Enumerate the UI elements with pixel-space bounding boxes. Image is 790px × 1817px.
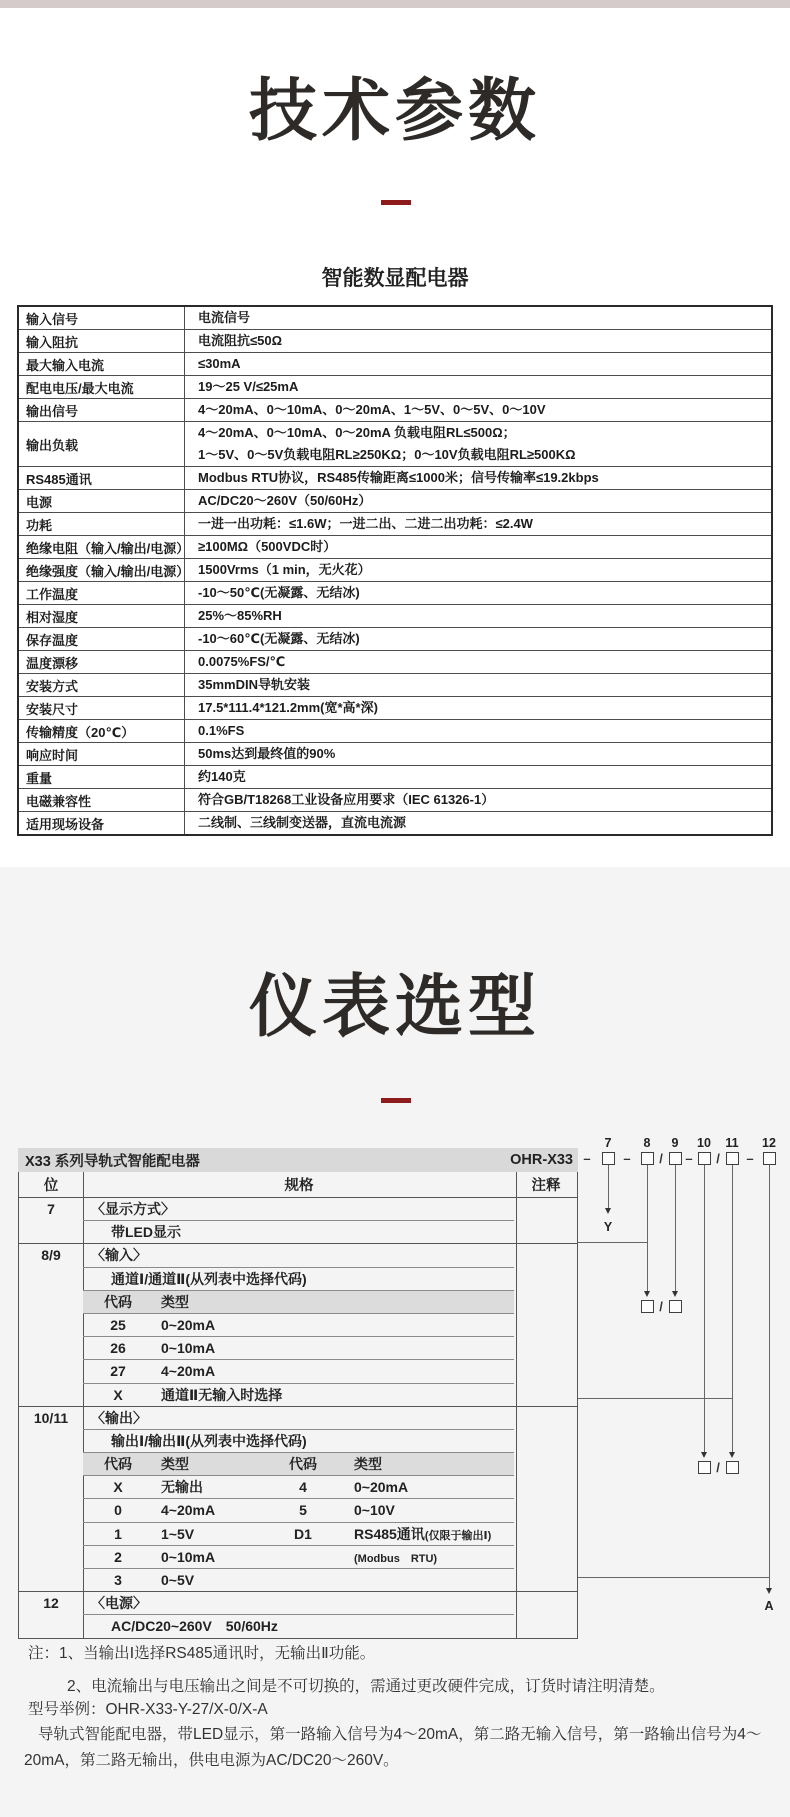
type-value: 0~10V [354,1502,395,1519]
spec-cell-line: 带LED显示 [111,1224,181,1241]
spec-value [185,513,771,535]
selection-section [19,1197,577,1243]
digit-box [698,1461,711,1474]
arrow-down-icon [766,1588,772,1594]
spec-value-line: 电流信号 [198,310,251,325]
selection-section [19,1243,577,1405]
leader-line [704,1165,705,1452]
spec-row [19,811,771,834]
top-color-strip [0,0,790,8]
digit-box [726,1152,739,1165]
type-value: 4~20mA [161,1363,216,1380]
spec-label: 最大输入电流 [19,353,185,375]
spec-row [19,696,771,719]
spec-value-line: 1500Vrms（1 min，无火花） [198,562,371,577]
spec-value [185,536,771,558]
position-cell: 8/9 [41,1247,61,1264]
spec-value-line: 1～5V、0～5V负载电阻RL≥250KΩ；0～10V负载电阻RL≥500KΩ [198,447,576,462]
spec-value-line: 19～25 V/≤25mA [198,379,299,394]
footnote-2: 2、电流输出与电压输出之间是不可切换的，需通过更改硬件完成，订货时请注明清楚。 [67,1678,665,1695]
digit-box [726,1461,739,1474]
spec-label: 输入阻抗 [19,330,185,352]
digit-box [669,1300,682,1313]
type-col-header: 类型 [161,1293,189,1310]
leader-line [608,1165,609,1208]
position-cell: 10/11 [33,1409,69,1426]
spec-value-line: ≤30mA [198,356,241,371]
tech-spec-table [17,305,773,836]
branch-label-power: A [764,1599,774,1613]
spec-value [185,605,771,627]
model-selection-table [18,1148,578,1639]
spec-row [19,466,771,489]
digit-box [698,1152,711,1165]
spec-row [19,604,771,627]
spec-row [19,398,771,421]
spec-cell-line [83,1360,514,1383]
digit-box [763,1152,776,1165]
spec-value-line: 0.0075%FS/℃ [198,654,286,669]
type-value-note: (Modbus RTU) [354,1552,438,1565]
spec-cell-line: 输出Ⅰ/输出Ⅱ(从列表中选择代码) [83,1430,514,1453]
series-label: X33 系列导轨式智能配电器 [25,1153,200,1170]
arrow-down-icon [729,1452,735,1458]
type-value: 1~5V [161,1525,195,1542]
spec-value [185,353,771,375]
code-separator: / [659,1151,663,1166]
type-value [338,1546,437,1568]
digit-box [641,1152,654,1165]
footnote-1: 注：1、当输出Ⅰ选择RS485通讯时，无输出Ⅱ功能。 [28,1645,376,1662]
spec-value-line: ≥100MΩ（500VDC时） [198,539,337,554]
spec-value [185,628,771,650]
spec-value [185,789,771,811]
spec-label: 重量 [19,766,185,788]
code-value: 1 [114,1525,122,1542]
spec-value [185,376,771,398]
type-value: RS485通讯(仅限于输出Ⅰ) [354,1525,492,1542]
pair-slash: / [659,1299,663,1314]
position-number: 12 [762,1136,776,1150]
spec-label: RS485通讯 [19,467,185,489]
code-value: 25 [110,1316,126,1333]
leader-line [647,1165,648,1291]
spec-row [19,512,771,535]
spec-cell-line [83,1453,514,1476]
code-value: 26 [110,1340,126,1357]
code-separator: – [583,1151,591,1166]
spec-value-line: 电流阻抗≤50Ω [198,333,283,348]
spec-row [19,719,771,742]
spec-value-line: 17.5*111.4*121.2mm(宽*高*深) [198,700,378,715]
position-cell: 12 [43,1595,59,1612]
spec-cell-line [83,1546,514,1569]
code-col-header: 代码 [289,1456,317,1473]
spec-row [19,558,771,581]
code-value: D1 [294,1525,312,1542]
position-number: 7 [604,1136,612,1150]
spec-label: 绝缘电阻（输入/输出/电源） [19,536,185,558]
leader-line [675,1165,676,1291]
spec-row [19,352,771,375]
selection-table-header-bar [18,1148,578,1172]
model-example: 型号举例：OHR-X33-Y-27/X-0/X-A [28,1701,268,1718]
spec-value-line: 50ms达到最终值的90% [198,746,336,761]
selection-table-body [18,1172,578,1639]
code-value [268,1546,338,1568]
spec-value-line: 二线制、三线制变送器，直流电流源 [198,815,407,830]
code-value: 4 [299,1479,307,1496]
spec-label: 输出负载 [19,422,185,466]
position-number: 10 [697,1136,711,1150]
spec-value [185,651,771,673]
digit-box [641,1300,654,1313]
spec-cell-line: AC/DC20~260V 50/60Hz [111,1618,278,1635]
type-col-header: 类型 [161,1456,189,1473]
col-header-spec: 规格 [284,1178,314,1194]
pair-slash: / [716,1460,720,1475]
type-value: 4~20mA [161,1502,216,1519]
spec-value-line: 4～20mA、0～10mA、0～20mA、1～5V、0～5V、0～10V [198,402,546,417]
spec-cell-line [83,1569,514,1591]
spec-cell-line [83,1314,514,1337]
spec-label: 安装方式 [19,674,185,696]
digit-box [669,1152,682,1165]
spec-cell-line: 通道Ⅰ/通道Ⅱ(从列表中选择代码) [83,1268,514,1291]
section-connector-line [578,1577,770,1578]
spec-label: 响应时间 [19,743,185,765]
model-prefix: OHR-X33 [510,1152,573,1168]
code-value: 2 [114,1548,122,1565]
spec-label: 配电电压/最大电流 [19,376,185,398]
leader-line [732,1165,733,1452]
spec-value [185,422,771,466]
spec-label: 温度漂移 [19,651,185,673]
col-header-position: 位 [43,1178,59,1194]
branch-label-display: Y [603,1220,613,1234]
spec-row [19,742,771,765]
spec-value [185,490,771,512]
spec-value-line: Modbus RTU协议，RS485传输距离≤1000米；信号传输率≤19.2kbps [198,470,599,485]
spec-cell-line: 〈电源〉 [83,1592,514,1615]
code-value: 3 [114,1572,122,1588]
spec-value [185,559,771,581]
spec-cell-line [83,1291,514,1314]
arrow-down-icon [605,1208,611,1214]
spec-label: 相对湿度 [19,605,185,627]
code-value: X [113,1386,123,1403]
spec-row [19,627,771,650]
spec-label: 保存温度 [19,628,185,650]
code-separator: – [623,1151,631,1166]
spec-cell-line: 〈输出〉 [83,1407,514,1430]
spec-cell-line [83,1523,514,1546]
spec-table-subtitle: 智能数显配电器 [321,267,469,290]
spec-row [19,535,771,558]
spec-cell-line [83,1476,514,1499]
spec-label: 输入信号 [19,307,185,329]
spec-row [19,329,771,352]
code-col-header: 代码 [104,1293,132,1310]
leader-line [769,1165,770,1588]
arrow-down-icon [644,1291,650,1297]
spec-row [19,307,771,329]
spec-value [185,307,771,329]
spec-value-line: 一进一出功耗：≤1.6W；一进二出、二进二出功耗：≤2.4W [198,516,533,531]
spec-value [185,766,771,788]
type-col-header: 类型 [354,1456,382,1473]
spec-cell-line: 〈输入〉 [83,1244,514,1267]
spec-value [185,582,771,604]
red-dash-divider [381,1098,411,1103]
type-value-note: (仅限于输出Ⅰ) [424,1529,492,1542]
arrow-down-icon [701,1452,707,1458]
code-separator: / [716,1151,720,1166]
spec-value [185,743,771,765]
tech-params-title: 技术参数 [248,73,541,149]
type-value: 通道Ⅱ无输入时选择 [161,1386,283,1403]
position-number: 9 [671,1136,679,1150]
spec-value-line: AC/DC20～260V（50/60Hz） [198,493,372,508]
spec-value-line: -10～50℃(无凝露、无结冰) [198,585,360,600]
type-value: 0~5V [161,1572,195,1588]
arrow-down-icon [672,1291,678,1297]
spec-value [185,720,771,742]
spec-label: 工作温度 [19,582,185,604]
type-value: 0~10mA [161,1340,216,1357]
type-value: 0~20mA [161,1316,216,1333]
digit-box [602,1152,615,1165]
spec-value [185,674,771,696]
spec-row [19,673,771,696]
spec-value [185,812,771,834]
code-separator: – [746,1151,754,1166]
spec-value-line: -10～60℃(无凝露、无结冰) [198,631,360,646]
spec-value [185,697,771,719]
code-value: 5 [299,1502,307,1519]
type-value: 无输出 [161,1479,203,1496]
model-example-description: 导轨式智能配电器，带LED显示，第一路输入信号为4～20mA，第二路无输入信号，第一路输出信号为4～20mA，第二路无输出，供电电源为AC/DC20～260V。 [24,1726,762,1769]
selection-column-headers [19,1172,577,1197]
code-value: X [113,1479,123,1496]
spec-row [19,581,771,604]
spec-value-line: 约140克 [198,769,246,784]
spec-row [19,650,771,673]
position-number: 8 [643,1136,651,1150]
spec-label: 输出信号 [19,399,185,421]
spec-label: 绝缘强度（输入/输出/电源） [19,559,185,581]
spec-value-line: 25%～85%RH [198,608,282,623]
selection-section [19,1406,577,1592]
red-dash-divider [381,200,411,205]
position-number: 11 [725,1136,739,1150]
type-value: 0~10mA [161,1548,216,1565]
code-separator: – [685,1151,693,1166]
spec-label: 电源 [19,490,185,512]
spec-value-line: 35mmDIN导轨安装 [198,677,310,692]
spec-cell-line [83,1499,514,1522]
spec-row [19,421,771,466]
spec-label: 安装尺寸 [19,697,185,719]
spec-value [185,467,771,489]
spec-row [19,788,771,811]
spec-label: 适用现场设备 [19,812,185,834]
spec-label: 传输精度（20℃） [19,720,185,742]
spec-row [19,489,771,512]
spec-label: 电磁兼容性 [19,789,185,811]
spec-value-line: 4～20mA、0～10mA、0～20mA 负载电阻RL≤500Ω； [198,425,516,440]
spec-label: 功耗 [19,513,185,535]
col-header-note: 注释 [531,1178,561,1194]
spec-cell-line [83,1337,514,1360]
spec-cell-line [83,1384,514,1406]
spec-value-line: 符合GB/T18268工业设备应用要求（IEC 61326-1） [198,792,495,807]
position-cell: 7 [47,1201,55,1217]
code-value: 27 [110,1363,126,1380]
spec-row [19,375,771,398]
code-col-header: 代码 [104,1456,132,1473]
spec-cell-line: 〈显示方式〉 [83,1198,514,1221]
section-connector-line [578,1242,648,1243]
spec-row [19,765,771,788]
type-value: 0~20mA [354,1479,409,1496]
instrument-selection-title: 仪表选型 [248,969,541,1045]
spec-value [185,330,771,352]
spec-value [185,399,771,421]
section-connector-line [578,1398,733,1399]
code-value: 0 [114,1502,122,1519]
spec-value-line: 0.1%FS [198,723,245,738]
selection-section [19,1591,577,1637]
